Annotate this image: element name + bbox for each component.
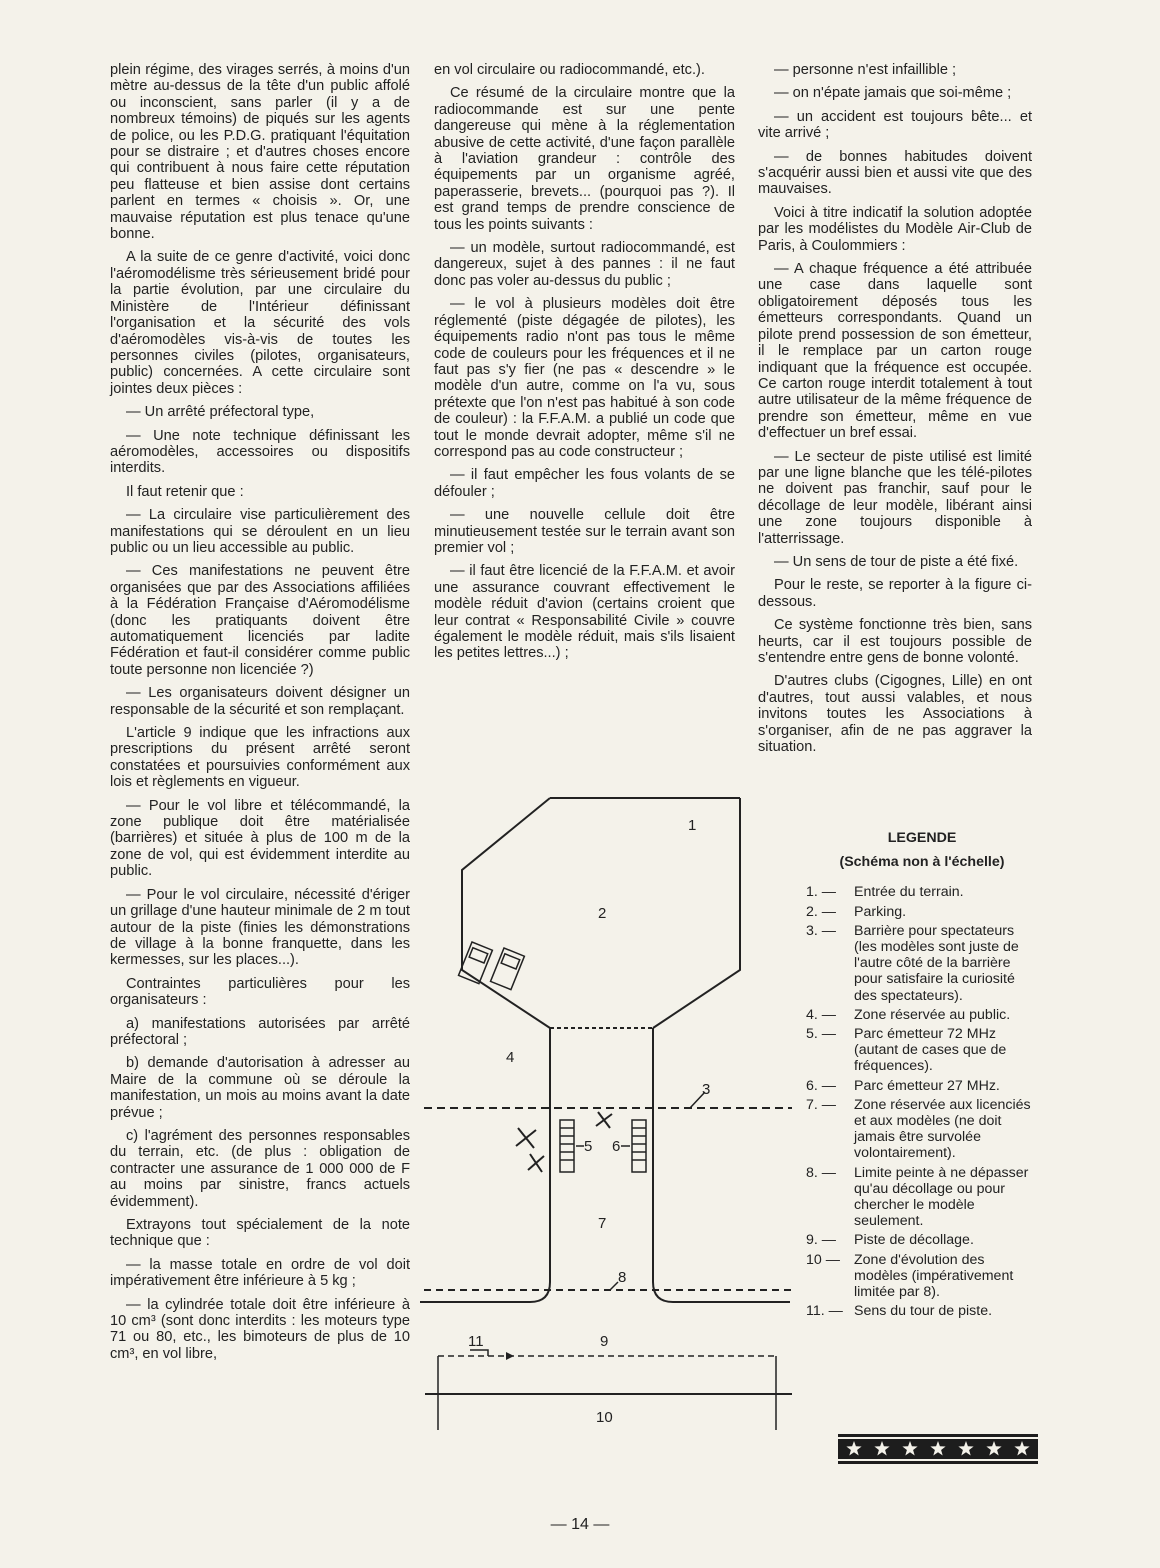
legend-item-number: 7. — (806, 1096, 836, 1113)
paragraph: Extrayons tout spécialement de la note technique que : (110, 1217, 410, 1250)
paragraph: — un modèle, surtout radiocommandé, est dangereux, sujet à des pannes : il ne faut donc pas voler au-dessus du public ; (434, 240, 735, 289)
legend-item (806, 1232, 1038, 1248)
label-8-pointer (610, 1282, 618, 1290)
car-icon (459, 942, 493, 984)
legend-item-text: Parking. (854, 903, 907, 920)
text-column-3 (758, 62, 1032, 762)
paragraph: — Pour le vol circulaire, nécessité d'ériger un grillage d'une hauteur minimale de 2 m tout autour de la piste (finies les démonstrations de village à la bonne franquette, dans les kermesses, sur les places...). (110, 886, 410, 969)
legend-list (806, 884, 1038, 1319)
diagram-label-5: 5 (584, 1138, 593, 1155)
diagram-label-8: 8 (618, 1269, 627, 1286)
legend-item-number: 11. — (806, 1303, 843, 1320)
diagram-label-9: 9 (600, 1333, 609, 1350)
diagram-label-4: 4 (506, 1049, 515, 1066)
legend-item-number: 3. — (806, 922, 836, 939)
paragraph: a) manifestations autorisées par arrêté préfectoral ; (110, 1015, 410, 1048)
page-number: — 14 — (550, 1516, 610, 1533)
legend-item-number: 9. — (806, 1232, 836, 1249)
diagram-label-1: 1 (688, 817, 697, 834)
paragraph: Il faut retenir que : (126, 483, 244, 500)
text-column-2 (434, 62, 735, 669)
legend-item-text: Parc émetteur 72 MHz (autant de cases que de fréquences). (854, 1026, 1007, 1075)
paragraph: — un accident est toujours bête... et vite arrivé ; (758, 108, 1032, 142)
paragraph: A la suite de ce genre d'activité, voici donc l'aéromodélisme très sérieusement bridé pour la partie évolution, par une circulaire du Ministère de l'Intérieur définissant l'organisation et la sécurité des vols d'aéromodèles vis-à-vis de toutes les personnes civiles (pilotes, organisateurs, public) concernées. A cette circulaire sont jointes deux pièces : (110, 249, 410, 397)
field-layout-diagram (420, 790, 800, 1440)
paragraph: c) l'agrément des personnes responsables du terrain, etc. (de plus : obligation de contracter une assurance de 1 000 000 de F au moins par sinistre, francs actuels évidemment). (110, 1127, 410, 1210)
paragraph: Ce système fonctionne très bien, sans heurts, car il est toujours possible de s'entendre entre gens de bonne volonté. (758, 617, 1032, 666)
paragraph: en vol circulaire ou radiocommandé, etc.). (434, 62, 705, 78)
legend-subtitle: (Schéma non à l'échelle) (839, 854, 1005, 871)
legend-item-number: 4. — (806, 1006, 836, 1023)
legend-item-text: Piste de décollage. (854, 1232, 974, 1249)
text-column-1 (110, 62, 410, 1369)
paragraph: Pour le reste, se reporter à la figure ci-dessous. (758, 577, 1032, 610)
diagram-label-2: 2 (598, 905, 607, 922)
paragraph: — Un arrêté préfectoral type, (126, 404, 315, 421)
legend-item (806, 1007, 1038, 1023)
legend-item-text: Zone réservée au public. (854, 1006, 1011, 1023)
airplane-icon (528, 1154, 544, 1172)
corridor-left-corner (420, 1282, 550, 1302)
diagram-label-6: 6 (612, 1138, 621, 1155)
diagram-label-7: 7 (598, 1215, 607, 1232)
paragraph: — le vol à plusieurs modèles doit être réglementé (piste dégagée de pilotes), les équipements radio n'ont pas tous le même code de couleurs pour les fréquences et il ne faut pas s'y fier (ne pas « descendre » le modèle d'un autre, comme on l'a vu, sous prétexte que l'on n'est pas habitué à son code de couleur) : la F.F.A.M. a publié un code que tout le monde devrait adopter, même s'il ne correspond pas au code constructeur ; (434, 296, 735, 460)
legend-item-number: 5. — (806, 1026, 836, 1043)
legend-item (806, 1252, 1038, 1301)
paragraph: L'article 9 indique que les infractions aux prescriptions du présent arrêté seront constatées et poursuivies conformément aux lois et règlements en vigueur. (110, 725, 410, 791)
legend-item (806, 1303, 1038, 1319)
paragraph: — il faut être licencié de la F.F.A.M. et avoir une assurance couvrant effectivement le modèle réduit d'avion (certains croient que leur contrat « Responsabilité Civile » couvre également le modèle réduit, mais s'ils lisaient les petites lettres...) ; (434, 563, 735, 662)
legend-item-text: Parc émetteur 27 MHz. (854, 1077, 1000, 1094)
legend-item-text: Barrière pour spectateurs (les modèles sont juste de l'autre côté de la barrière pour satisfaire la curiosité des spectateurs). (854, 922, 1019, 1004)
legend-item-number: 1. — (806, 884, 836, 901)
diagram-legend (806, 830, 1038, 1322)
legend-item-text: Zone d'évolution des modèles (impérativement limitée par 8). (854, 1251, 1014, 1301)
diagram-label-10: 10 (596, 1409, 613, 1426)
paragraph: — Une note technique définissant les aéromodèles, accessoires ou dispositifs interdits. (110, 427, 410, 477)
transmitter-park-72mhz (560, 1120, 574, 1172)
paragraph: plein régime, des virages serrés, à moins d'un mètre au-dessus de la tête d'un public affolé ou inconscient, sans parler (il y a de nombreux témoins) de piqués sur les agents de police, ou les P.D.G. pratiquant l'équitation pour se distraire ; et d'autres choses encore qui contribuent à nous faire cette réputation peu flatteuse et bien assise dont certains parlent en termes « choisis ». Or, une mauvaise réputation est plus tenace qu'une bonne. (110, 62, 410, 243)
paragraph: — La circulaire vise particulièrement des manifestations qui se déroulent en un lieu public ou un lieu accessible au public. (110, 507, 410, 556)
legend-item-text: Zone réservée aux licenciés et aux modèles (ne doit jamais être survolée volontairement). (854, 1096, 1031, 1162)
paragraph: — Un sens de tour de piste a été fixé. (774, 553, 1019, 570)
paragraph: — de bonnes habitudes doivent s'acquérir aussi bien et aussi vite que des mauvaises. (758, 148, 1032, 198)
transmitter-park-27mhz (632, 1120, 646, 1172)
legend-item-number: 2. — (806, 903, 836, 920)
paragraph: — Les organisateurs doivent désigner un responsable de la sécurité et son remplaçant. (110, 685, 410, 718)
paragraph: — on n'épate jamais que soi-même ; (774, 85, 1012, 102)
airplane-icon (596, 1112, 612, 1128)
paragraph: — personne n'est infaillible ; (774, 62, 957, 78)
legend-item-number: 10 — (806, 1251, 840, 1268)
legend-item (806, 1026, 1038, 1075)
paragraph: — la cylindrée totale doit être inférieure à 10 cm³ (sont donc interdits : les moteurs type 71 ou 80, etc., les bimoteurs de plus de 10 cm³, en vol libre, (110, 1296, 410, 1362)
legend-item-number: 8. — (806, 1164, 836, 1181)
legend-item (806, 884, 1038, 900)
legend-item-text: Entrée du terrain. (854, 884, 964, 901)
paragraph: — la masse totale en ordre de vol doit impérativement être inférieure à 5 kg ; (110, 1256, 410, 1290)
airplane-icon (516, 1128, 536, 1148)
paragraph: D'autres clubs (Cigognes, Lille) en ont d'autres, tout aussi valables, et nous invitons toutes les Associations à s'organiser, afin de ne pas aggraver la situation. (758, 673, 1032, 756)
star-ornament (838, 1434, 1038, 1464)
paragraph: — Ces manifestations ne peuvent être organisées que par des Associations affiliées à la Fédération Française d'Aéromodélisme (donc les pratiquants doivent être automatiquement licenciés par ladite Fédération et faut-il considérer comme public toute personne non licenciée ?) (110, 563, 410, 678)
paragraph: — une nouvelle cellule doit être minutieusement testée sur le terrain avant son premier vol ; (434, 507, 735, 556)
parking-left-edge (462, 798, 550, 1028)
legend-item (806, 1078, 1038, 1094)
legend-title: LEGENDE (887, 830, 957, 846)
label-11-pointer (470, 1350, 488, 1356)
car-icon (491, 948, 525, 990)
legend-item (806, 1165, 1038, 1230)
legend-item (806, 923, 1038, 1004)
diagram-label-11: 11 (468, 1333, 484, 1350)
paragraph: — Le secteur de piste utilisé est limité par une ligne blanche que les télé-pilotes ne doivent pas franchir, sauf pour le décollage de leur modèle, libérant ainsi une zone toujours disponible à l'atterrissage. (758, 448, 1032, 547)
legend-item-text: Sens du tour de piste. (854, 1303, 993, 1320)
paragraph: — Pour le vol libre et télécommandé, la zone publique doit être matérialisée (barrières) et située à plus de 100 m de la zone de vol, qui est évidemment interdite au public. (110, 797, 410, 880)
legend-item (806, 1097, 1038, 1162)
ornament-top-stripe (838, 1437, 1038, 1439)
parking-right-edge (653, 798, 740, 1028)
ornament-bottom-stripe (838, 1459, 1038, 1461)
paragraph: Ce résumé de la circulaire montre que la radiocommande est sur une pente dangereuse qui mène à la réglementation abusive de cette activité, d'une façon parallèle à l'aviation grandeur : contrôle des équipements par un organisme agréé, paperasserie, brevets... (pourquoi pas ?). Il est grand temps de prendre conscience de tous les points suivants : (434, 85, 735, 233)
circuit-direction-arrow (506, 1352, 514, 1360)
diagram-label-3: 3 (702, 1081, 711, 1098)
paragraph: — A chaque fréquence a été attribuée une case dans laquelle sont obligatoirement déposés tous les émetteurs correspondants. Quand un pilote prend possession de son émetteur, il le remplace par un carton rouge indiquant que la fréquence est occupée. Ce carton rouge interdit totalement à tout autre utilisateur de la même fréquence de prendre son émetteur, même en vue d'effectuer un bref essai. (758, 261, 1032, 442)
paragraph: — il faut empêcher les fous volants de se défouler ; (434, 467, 735, 500)
corridor-right-corner (653, 1282, 790, 1302)
legend-item-number: 6. — (806, 1077, 836, 1094)
paragraph: Voici à titre indicatif la solution adoptée par les modélistes du Modèle Air-Club de Paris, à Coulommiers : (758, 204, 1032, 254)
paragraph: b) demande d'autorisation à adresser au Maire de la commune où se déroule la manifestation, un mois au moins avant la date prévue ; (110, 1055, 410, 1121)
legend-item-text: Limite peinte à ne dépasser qu'au décollage ou pour chercher le modèle seulement. (854, 1164, 1029, 1230)
legend-item (806, 904, 1038, 920)
paragraph: Contraintes particulières pour les organisateurs : (110, 975, 410, 1009)
